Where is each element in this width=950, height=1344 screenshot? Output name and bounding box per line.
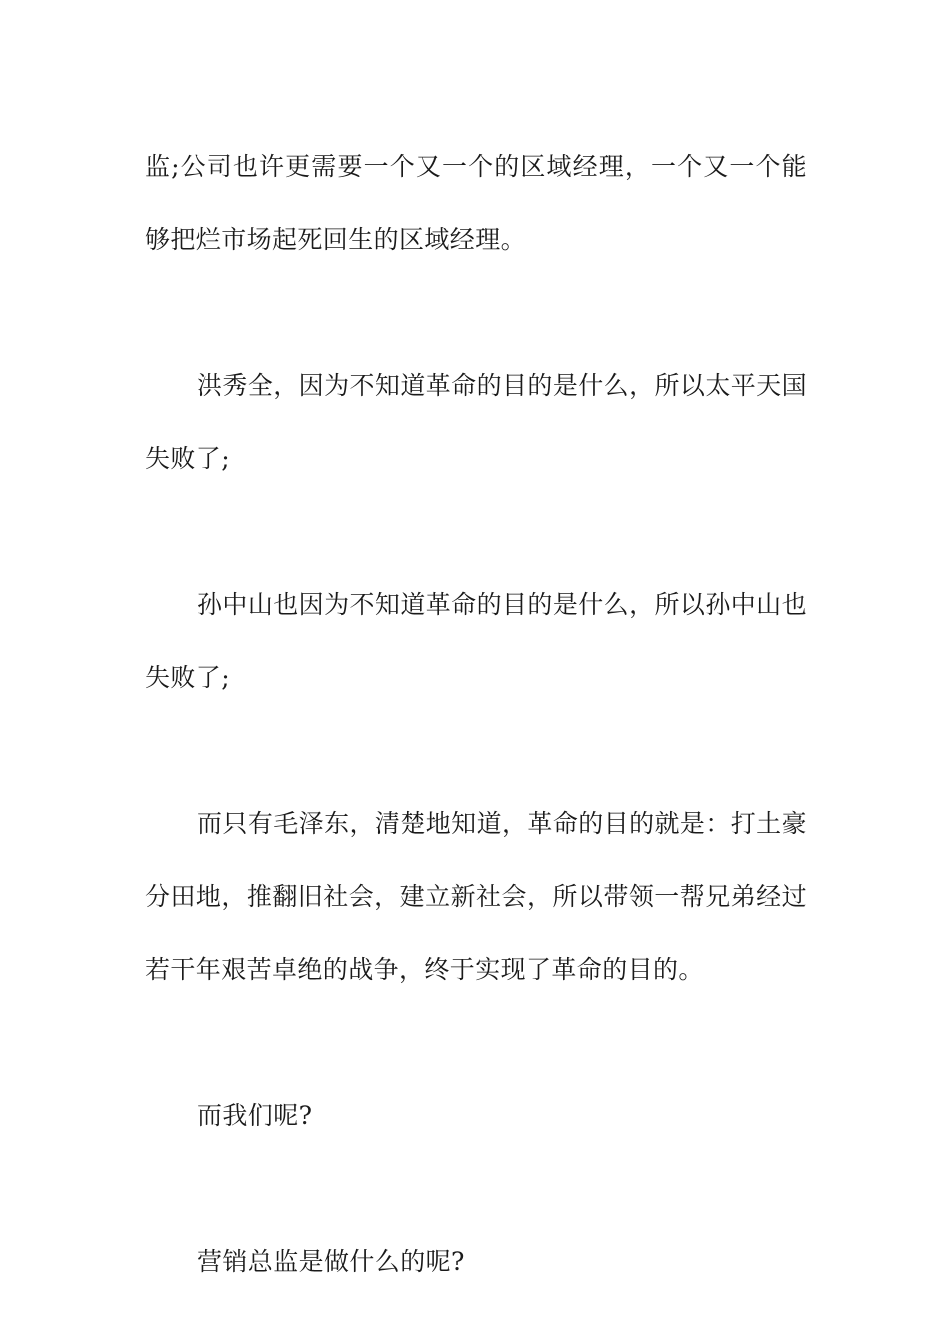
paragraph-mao-zedong: 而只有毛泽东，清楚地知道，革命的目的就是：打土豪分田地，推翻旧社会，建立新社会，所以带领一帮兄弟经过若干年艰苦卓绝的战争，终于实现了革命的目的。 (145, 809, 807, 984)
paragraph-sun-zhongshan: 孙中山也因为不知道革命的目的是什么，所以孙中山也失败了; (145, 590, 807, 692)
paragraph-question-us: 而我们呢? (197, 1101, 313, 1130)
document-body (145, 130, 807, 1298)
paragraph-hong-xiuquan: 洪秀全，因为不知道革命的目的是什么，所以太平天国失败了; (145, 371, 807, 473)
paragraph-question-director: 营销总监是做什么的呢? (197, 1247, 465, 1276)
paragraph-continuation: 监;公司也许更需要一个又一个的区域经理，一个又一个能够把烂市场起死回生的区域经理。 (145, 152, 807, 254)
